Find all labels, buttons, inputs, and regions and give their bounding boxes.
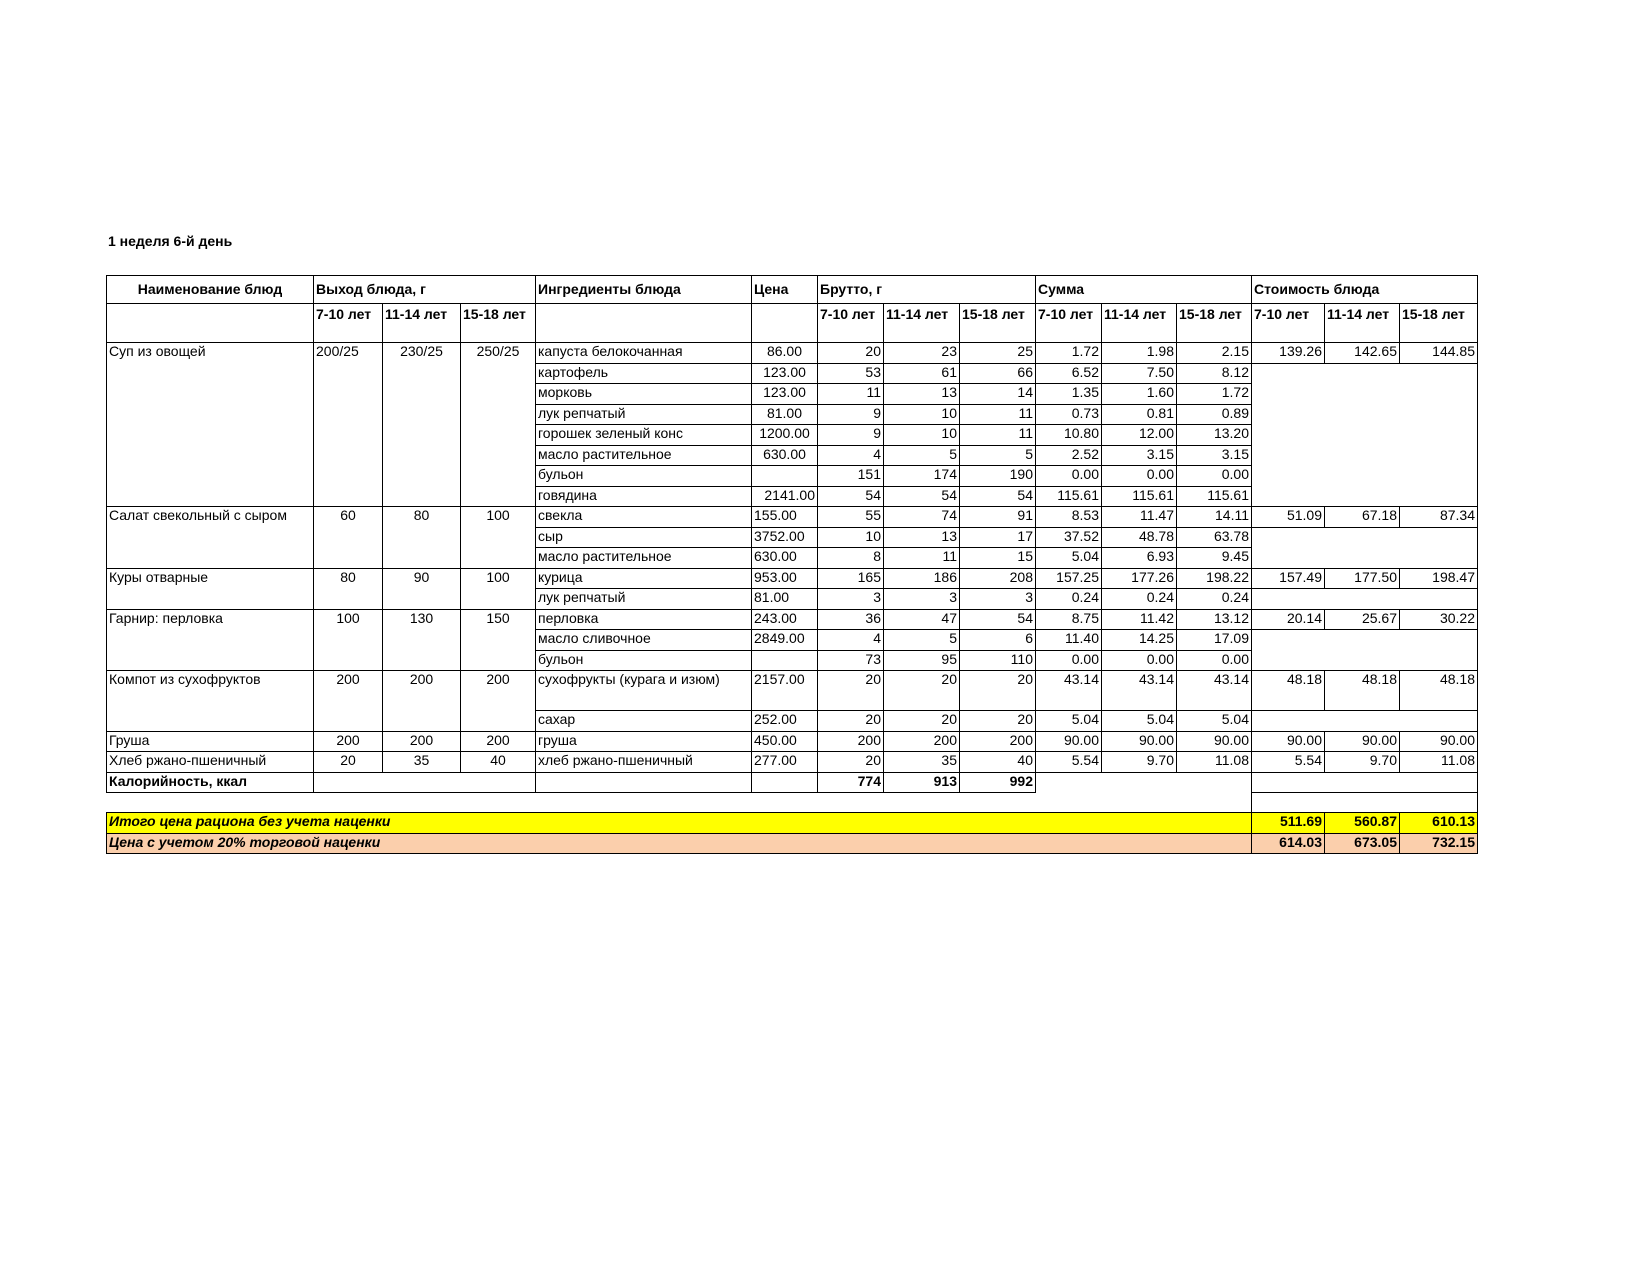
cost-15-18: 30.22 — [1400, 609, 1478, 630]
calories-empty — [1252, 772, 1478, 793]
sum-11-14: 7.50 — [1102, 363, 1177, 384]
yield-15-18: 100 — [461, 568, 536, 609]
sum-15-18: 0.24 — [1177, 589, 1252, 610]
sum-15-18: 11.08 — [1177, 752, 1252, 773]
sum-11-14: 12.00 — [1102, 425, 1177, 446]
gross-11-14: 11 — [884, 548, 960, 569]
sum-11-14: 177.26 — [1102, 568, 1177, 589]
sum-11-14: 0.00 — [1102, 466, 1177, 487]
gross-15-18: 14 — [960, 384, 1036, 405]
sum-11-14: 14.25 — [1102, 630, 1177, 651]
gross-11-14: 35 — [884, 752, 960, 773]
sum-15-18: 5.04 — [1177, 711, 1252, 732]
gross-15-18: 208 — [960, 568, 1036, 589]
header-gross-age-7-10: 7-10 лет — [818, 304, 884, 343]
ingredient: горошек зеленый конс — [536, 425, 752, 446]
sum-7-10: 5.04 — [1036, 548, 1102, 569]
gross-15-18: 190 — [960, 466, 1036, 487]
ingredient: перловка — [536, 609, 752, 630]
price: 2157.00 — [752, 671, 818, 711]
sum-15-18: 14.11 — [1177, 507, 1252, 528]
gross-7-10: 36 — [818, 609, 884, 630]
gross-15-18: 20 — [960, 711, 1036, 732]
gross-15-18: 20 — [960, 671, 1036, 711]
yield-7-10: 200 — [314, 731, 383, 752]
header-yield-age-15-18: 15-18 лет — [461, 304, 536, 343]
sum-11-14: 9.70 — [1102, 752, 1177, 773]
calories-empty — [314, 772, 536, 793]
sum-7-10: 5.04 — [1036, 711, 1102, 732]
yield-7-10: 200/25 — [314, 343, 383, 507]
gross-11-14: 200 — [884, 731, 960, 752]
yield-11-14: 35 — [383, 752, 461, 773]
yield-11-14: 200 — [383, 671, 461, 732]
spacer-cost — [1252, 793, 1478, 813]
cost-7-10: 90.00 — [1252, 731, 1325, 752]
gross-7-10: 4 — [818, 630, 884, 651]
sum-11-14: 11.42 — [1102, 609, 1177, 630]
header-row-2 — [107, 304, 1478, 343]
cost-7-10: 157.49 — [1252, 568, 1325, 589]
ingredient: сыр — [536, 527, 752, 548]
ingredient: бульон — [536, 650, 752, 671]
gross-7-10: 151 — [818, 466, 884, 487]
cost-empty — [1252, 589, 1478, 610]
price: 630.00 — [752, 548, 818, 569]
cost-7-10: 5.54 — [1252, 752, 1325, 773]
gross-11-14: 95 — [884, 650, 960, 671]
cost-15-18: 90.00 — [1400, 731, 1478, 752]
gross-7-10: 20 — [818, 343, 884, 364]
sum-7-10: 5.54 — [1036, 752, 1102, 773]
gross-15-18: 11 — [960, 425, 1036, 446]
gross-11-14: 61 — [884, 363, 960, 384]
ingredient: сахар — [536, 711, 752, 732]
price: 243.00 — [752, 609, 818, 630]
sum-11-14: 3.15 — [1102, 445, 1177, 466]
gross-7-10: 10 — [818, 527, 884, 548]
ingredient: морковь — [536, 384, 752, 405]
header-empty — [107, 304, 314, 343]
total-11-14: 560.87 — [1325, 813, 1400, 834]
gross-11-14: 20 — [884, 711, 960, 732]
gross-7-10: 54 — [818, 486, 884, 507]
sum-7-10: 37.52 — [1036, 527, 1102, 548]
gross-7-10: 8 — [818, 548, 884, 569]
gross-15-18: 3 — [960, 589, 1036, 610]
ingredient: говядина — [536, 486, 752, 507]
sum-11-14: 0.00 — [1102, 650, 1177, 671]
sum-7-10: 90.00 — [1036, 731, 1102, 752]
ingredient: лук репчатый — [536, 589, 752, 610]
gross-11-14: 10 — [884, 425, 960, 446]
cost-7-10: 51.09 — [1252, 507, 1325, 528]
sum-15-18: 13.12 — [1177, 609, 1252, 630]
price: 953.00 — [752, 568, 818, 589]
cost-11-14: 90.00 — [1325, 731, 1400, 752]
calories-empty — [752, 772, 818, 793]
cost-11-14: 177.50 — [1325, 568, 1400, 589]
yield-7-10: 60 — [314, 507, 383, 569]
cost-15-18: 11.08 — [1400, 752, 1478, 773]
table-row — [107, 568, 1478, 589]
yield-7-10: 200 — [314, 671, 383, 732]
gross-15-18: 54 — [960, 609, 1036, 630]
gross-11-14: 174 — [884, 466, 960, 487]
sum-7-10: 6.52 — [1036, 363, 1102, 384]
table-row — [107, 343, 1478, 364]
cost-7-10: 48.18 — [1252, 671, 1325, 711]
markup-11-14: 673.05 — [1325, 833, 1400, 854]
gross-7-10: 11 — [818, 384, 884, 405]
cost-15-18: 198.47 — [1400, 568, 1478, 589]
cost-15-18: 48.18 — [1400, 671, 1478, 711]
header-cost-age-11-14: 11-14 лет — [1325, 304, 1400, 343]
calories-15-18: 992 — [960, 772, 1036, 793]
gross-11-14: 47 — [884, 609, 960, 630]
yield-15-18: 100 — [461, 507, 536, 569]
sum-7-10: 11.40 — [1036, 630, 1102, 651]
spacer-row — [107, 793, 1478, 813]
header-yield-age-11-14: 11-14 лет — [383, 304, 461, 343]
sum-11-14: 0.81 — [1102, 404, 1177, 425]
markup-15-18: 732.15 — [1400, 833, 1478, 854]
gross-15-18: 54 — [960, 486, 1036, 507]
table-row — [107, 609, 1478, 630]
gross-15-18: 15 — [960, 548, 1036, 569]
yield-15-18: 40 — [461, 752, 536, 773]
menu-table — [106, 275, 1478, 854]
price: 123.00 — [752, 363, 818, 384]
dish-name: Хлеб ржано-пшеничный — [107, 752, 314, 773]
sum-11-14: 48.78 — [1102, 527, 1177, 548]
header-sum-age-11-14: 11-14 лет — [1102, 304, 1177, 343]
price: 2849.00 — [752, 630, 818, 651]
ingredient: лук репчатый — [536, 404, 752, 425]
dish-name: Куры отварные — [107, 568, 314, 609]
gross-15-18: 40 — [960, 752, 1036, 773]
page-title: 1 неделя 6-й день — [108, 233, 233, 249]
gross-7-10: 4 — [818, 445, 884, 466]
total-row — [107, 813, 1478, 834]
gross-11-14: 5 — [884, 630, 960, 651]
gross-11-14: 186 — [884, 568, 960, 589]
gross-15-18: 110 — [960, 650, 1036, 671]
gross-7-10: 53 — [818, 363, 884, 384]
sum-15-18: 13.20 — [1177, 425, 1252, 446]
yield-11-14: 200 — [383, 731, 461, 752]
sum-7-10: 8.75 — [1036, 609, 1102, 630]
dish-name: Салат свекольный с сыром — [107, 507, 314, 569]
total-7-10: 511.69 — [1252, 813, 1325, 834]
gross-15-18: 5 — [960, 445, 1036, 466]
price: 155.00 — [752, 507, 818, 528]
cost-empty — [1252, 630, 1478, 671]
price: 277.00 — [752, 752, 818, 773]
cost-11-14: 67.18 — [1325, 507, 1400, 528]
header-empty — [752, 304, 818, 343]
gross-15-18: 6 — [960, 630, 1036, 651]
header-cost-age-7-10: 7-10 лет — [1252, 304, 1325, 343]
dish-name: Компот из сухофруктов — [107, 671, 314, 732]
ingredient: груша — [536, 731, 752, 752]
cost-11-14: 9.70 — [1325, 752, 1400, 773]
yield-11-14: 230/25 — [383, 343, 461, 507]
header-cost-age-15-18: 15-18 лет — [1400, 304, 1478, 343]
price — [752, 466, 818, 487]
yield-11-14: 90 — [383, 568, 461, 609]
dish-name: Гарнир: перловка — [107, 609, 314, 671]
price — [752, 650, 818, 671]
cost-empty — [1252, 711, 1478, 732]
header-sum-age-15-18: 15-18 лет — [1177, 304, 1252, 343]
sum-11-14: 5.04 — [1102, 711, 1177, 732]
sum-15-18: 63.78 — [1177, 527, 1252, 548]
gross-7-10: 73 — [818, 650, 884, 671]
sum-15-18: 0.89 — [1177, 404, 1252, 425]
calories-7-10: 774 — [818, 772, 884, 793]
price: 2141.00 — [752, 486, 818, 507]
ingredient: курица — [536, 568, 752, 589]
price: 86.00 — [752, 343, 818, 364]
dish-name: Суп из овощей — [107, 343, 314, 507]
sum-15-18: 8.12 — [1177, 363, 1252, 384]
header-price: Цена — [752, 276, 818, 304]
gross-7-10: 20 — [818, 671, 884, 711]
sum-15-18: 9.45 — [1177, 548, 1252, 569]
ingredient: масло растительное — [536, 445, 752, 466]
markup-label: Цена с учетом 20% торговой наценки — [107, 833, 1252, 854]
header-ingredients: Ингредиенты блюда — [536, 276, 752, 304]
yield-7-10: 100 — [314, 609, 383, 671]
cost-empty — [1252, 527, 1478, 568]
sum-15-18: 115.61 — [1177, 486, 1252, 507]
dish-name: Груша — [107, 731, 314, 752]
price: 630.00 — [752, 445, 818, 466]
gross-11-14: 20 — [884, 671, 960, 711]
yield-11-14: 80 — [383, 507, 461, 569]
yield-15-18: 150 — [461, 609, 536, 671]
sum-15-18: 2.15 — [1177, 343, 1252, 364]
sum-15-18: 0.00 — [1177, 650, 1252, 671]
gross-7-10: 20 — [818, 711, 884, 732]
gross-11-14: 74 — [884, 507, 960, 528]
ingredient: масло сливочное — [536, 630, 752, 651]
yield-7-10: 20 — [314, 752, 383, 773]
ingredient: масло растительное — [536, 548, 752, 569]
sum-15-18: 17.09 — [1177, 630, 1252, 651]
sum-11-14: 6.93 — [1102, 548, 1177, 569]
header-row-1 — [107, 276, 1478, 304]
gross-7-10: 55 — [818, 507, 884, 528]
gross-11-14: 5 — [884, 445, 960, 466]
header-gross: Брутто, г — [818, 276, 1036, 304]
gross-15-18: 17 — [960, 527, 1036, 548]
sum-15-18: 3.15 — [1177, 445, 1252, 466]
sum-7-10: 0.00 — [1036, 650, 1102, 671]
sum-7-10: 8.53 — [1036, 507, 1102, 528]
ingredient: хлеб ржано-пшеничный — [536, 752, 752, 773]
calories-label: Калорийность, ккал — [107, 772, 314, 793]
sum-7-10: 0.00 — [1036, 466, 1102, 487]
header-yield: Выход блюда, г — [314, 276, 536, 304]
sum-7-10: 157.25 — [1036, 568, 1102, 589]
sum-15-18: 43.14 — [1177, 671, 1252, 711]
cost-11-14: 25.67 — [1325, 609, 1400, 630]
price: 450.00 — [752, 731, 818, 752]
sum-11-14: 1.98 — [1102, 343, 1177, 364]
sum-11-14: 115.61 — [1102, 486, 1177, 507]
gross-7-10: 20 — [818, 752, 884, 773]
cost-11-14: 142.65 — [1325, 343, 1400, 364]
sum-7-10: 10.80 — [1036, 425, 1102, 446]
spacer — [107, 793, 1252, 813]
calories-empty — [536, 772, 752, 793]
price: 81.00 — [752, 404, 818, 425]
sum-7-10: 115.61 — [1036, 486, 1102, 507]
gross-7-10: 9 — [818, 404, 884, 425]
cost-7-10: 139.26 — [1252, 343, 1325, 364]
sum-7-10: 0.73 — [1036, 404, 1102, 425]
header-yield-age-7-10: 7-10 лет — [314, 304, 383, 343]
sum-11-14: 43.14 — [1102, 671, 1177, 711]
cost-15-18: 144.85 — [1400, 343, 1478, 364]
sum-7-10: 1.72 — [1036, 343, 1102, 364]
price: 81.00 — [752, 589, 818, 610]
sum-7-10: 1.35 — [1036, 384, 1102, 405]
gross-7-10: 3 — [818, 589, 884, 610]
cost-15-18: 87.34 — [1400, 507, 1478, 528]
sum-15-18: 1.72 — [1177, 384, 1252, 405]
calories-row — [107, 772, 1478, 793]
calories-11-14: 913 — [884, 772, 960, 793]
sum-15-18: 90.00 — [1177, 731, 1252, 752]
header-empty — [536, 304, 752, 343]
yield-11-14: 130 — [383, 609, 461, 671]
header-cost: Стоимость блюда — [1252, 276, 1478, 304]
markup-7-10: 614.03 — [1252, 833, 1325, 854]
gross-11-14: 13 — [884, 527, 960, 548]
total-15-18: 610.13 — [1400, 813, 1478, 834]
table-row — [107, 671, 1478, 711]
table-row — [107, 507, 1478, 528]
gross-15-18: 11 — [960, 404, 1036, 425]
gross-11-14: 10 — [884, 404, 960, 425]
calories-empty — [1036, 772, 1252, 793]
gross-15-18: 25 — [960, 343, 1036, 364]
price: 252.00 — [752, 711, 818, 732]
yield-7-10: 80 — [314, 568, 383, 609]
sum-11-14: 90.00 — [1102, 731, 1177, 752]
yield-15-18: 250/25 — [461, 343, 536, 507]
ingredient: бульон — [536, 466, 752, 487]
ingredient: свекла — [536, 507, 752, 528]
header-gross-age-15-18: 15-18 лет — [960, 304, 1036, 343]
header-gross-age-11-14: 11-14 лет — [884, 304, 960, 343]
price: 1200.00 — [752, 425, 818, 446]
sum-7-10: 2.52 — [1036, 445, 1102, 466]
sum-11-14: 1.60 — [1102, 384, 1177, 405]
total-label: Итого цена рациона без учета наценки — [107, 813, 1252, 834]
yield-15-18: 200 — [461, 731, 536, 752]
ingredient: картофель — [536, 363, 752, 384]
gross-11-14: 54 — [884, 486, 960, 507]
cost-empty — [1252, 363, 1478, 507]
header-sum: Сумма — [1036, 276, 1252, 304]
ingredient: сухофрукты (курага и изюм) — [536, 671, 752, 711]
price: 123.00 — [752, 384, 818, 405]
cost-11-14: 48.18 — [1325, 671, 1400, 711]
gross-7-10: 200 — [818, 731, 884, 752]
yield-15-18: 200 — [461, 671, 536, 732]
sum-7-10: 0.24 — [1036, 589, 1102, 610]
ingredient: капуста белокочанная — [536, 343, 752, 364]
table-row — [107, 731, 1478, 752]
gross-7-10: 165 — [818, 568, 884, 589]
cost-7-10: 20.14 — [1252, 609, 1325, 630]
price: 3752.00 — [752, 527, 818, 548]
sum-15-18: 0.00 — [1177, 466, 1252, 487]
gross-11-14: 3 — [884, 589, 960, 610]
gross-15-18: 200 — [960, 731, 1036, 752]
markup-row — [107, 833, 1478, 854]
table-row — [107, 752, 1478, 773]
gross-15-18: 66 — [960, 363, 1036, 384]
sum-7-10: 43.14 — [1036, 671, 1102, 711]
gross-7-10: 9 — [818, 425, 884, 446]
sum-11-14: 11.47 — [1102, 507, 1177, 528]
sum-15-18: 198.22 — [1177, 568, 1252, 589]
sum-11-14: 0.24 — [1102, 589, 1177, 610]
gross-15-18: 91 — [960, 507, 1036, 528]
gross-11-14: 13 — [884, 384, 960, 405]
gross-11-14: 23 — [884, 343, 960, 364]
header-dish-name: Наименование блюд — [107, 276, 314, 304]
header-sum-age-7-10: 7-10 лет — [1036, 304, 1102, 343]
